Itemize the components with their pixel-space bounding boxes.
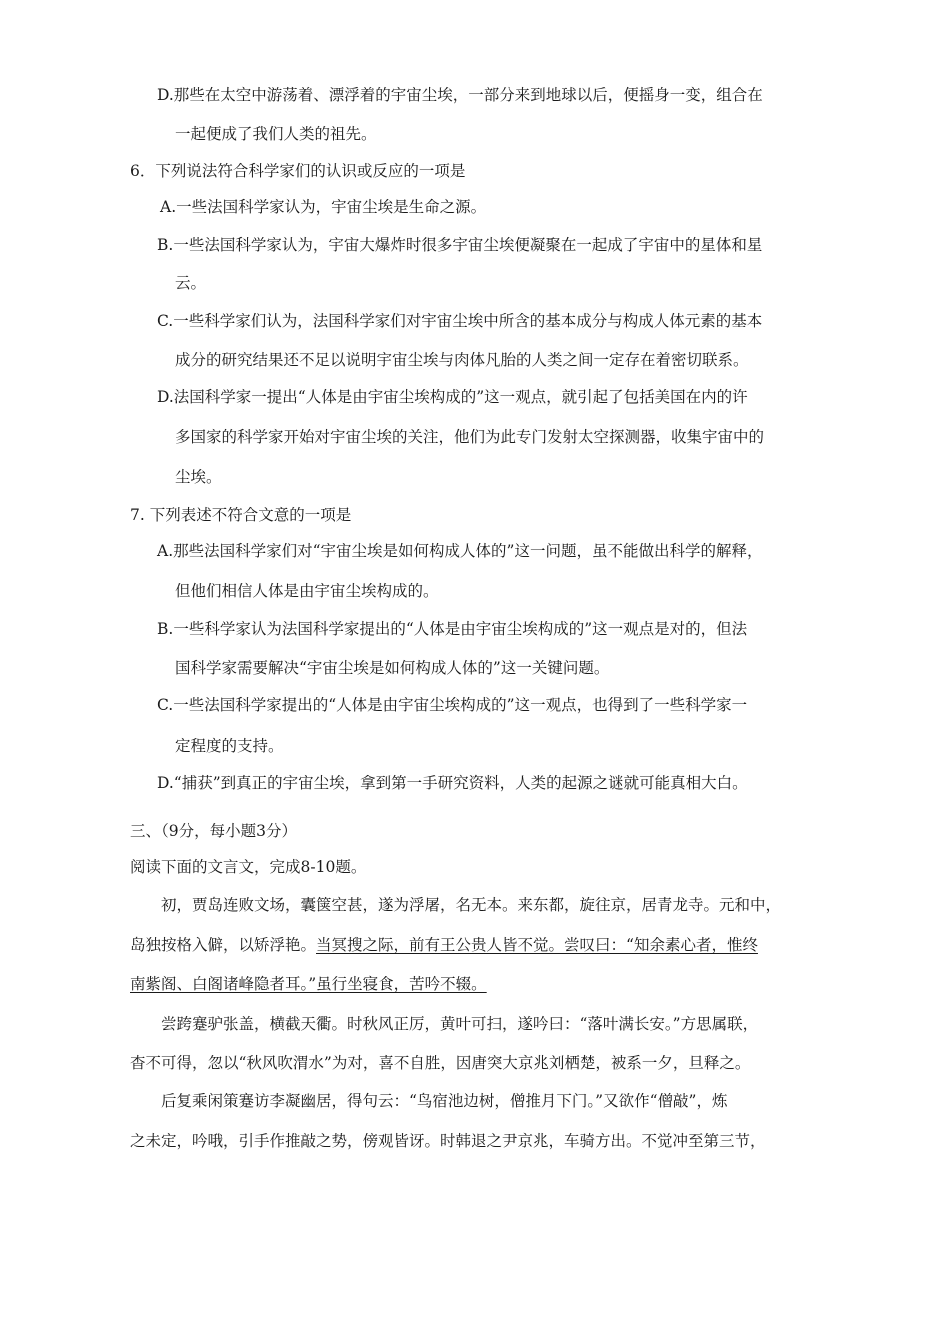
q5-option-d-line1: D.那些在太空中游荡着、漂浮着的宇宙尘埃，一部分来到地球以后，便摇身一变，组合在 [157,86,763,104]
q7-option-b-line1: B.一些科学家认为法国科学家提出的“人体是由宇宙尘埃构成的”这一观点是对的，但法 [157,620,748,638]
q6-option-d-line2: 多国家的科学家开始对宇宙尘埃的关注，他们为此专门发射太空探测器，收集宇宙中的 [175,428,765,446]
passage-p3-line2: 之未定，吟哦，引手作推敲之势，傍观皆讶。时韩退之尹京兆，车骑方出。不觉冲至第三节， [130,1132,766,1150]
passage-p2-line2: 杳不可得，忽以“秋风吹渭水”为对，喜不自胜，因唐突大京兆刘栖楚，被系一夕，旦释之。 [130,1054,751,1072]
passage-p3-line1: 后复乘闲策蹇访李凝幽居，得句云：“鸟宿池边树，僧推月下门。”又欲作“僧敲”，炼 [161,1092,728,1110]
passage-p1-line2 [130,934,758,956]
passage-p1-line2-underlined: 当冥搜之际，前有王公贵人皆不觉。尝叹曰：“知余素心者，惟终 [316,936,758,954]
passage-p2-line1: 尝跨蹇驴张盖，横截天衢。时秋风正厉，黄叶可扫，遂吟曰：“落叶满长安。”方思属联， [161,1015,759,1033]
q6-option-b-line2: 云。 [175,274,207,292]
passage-p1-line1: 初，贾岛连败文场，囊箧空甚，遂为浮屠，名无本。来东都，旋往京，居青龙寺。元和中， [161,896,782,914]
q6-option-d-line1: D.法国科学家一提出“人体是由宇宙尘埃构成的”这一观点，就引起了包括美国在内的许 [157,388,748,406]
section-3-heading: 三、（9分，每小题3分） [130,822,297,840]
passage-p1-line3-underlined: 南紫阁、白阁诸峰隐者耳。”虽行坐寝食，苦吟不辍。 [130,975,487,993]
q6-option-a: A.一些法国科学家认为，宇宙尘埃是生命之源。 [160,198,487,216]
q5-option-d-line2: 一起便成了我们人类的祖先。 [175,125,377,143]
q6-option-b-line1: B.一些法国科学家认为，宇宙大爆炸时很多宇宙尘埃便凝聚在一起成了宇宙中的星体和星 [157,236,763,254]
section-3-instruction: 阅读下面的文言文，完成8-10题。 [130,858,367,876]
q6-option-d-line3: 尘埃。 [175,468,222,486]
q6-option-c-line2: 成分的研究结果还不足以说明宇宙尘埃与肉体凡胎的人类之间一定存在着密切联系。 [175,351,749,369]
q7-stem: 7. 下列表述不符合文意的一项是 [130,506,352,524]
q7-option-b-line2: 国科学家需要解决“宇宙尘埃是如何构成人体的”这一关键问题。 [175,659,610,677]
passage-p1-line2-plain: 岛独按格入僻，以矫浮艳。 [130,936,317,954]
q7-option-c-line1: C.一些法国科学家提出的“人体是由宇宙尘埃构成的”这一观点，也得到了一些科学家一 [157,696,748,714]
q6-stem: 6．下列说法符合科学家们的认识或反应的一项是 [130,162,466,180]
q7-option-a-line1: A.那些法国科学家们对“宇宙尘埃是如何构成人体的”这一问题，虽不能做出科学的解释， [157,542,763,560]
q7-option-c-line2: 定程度的支持。 [175,737,284,755]
q7-option-a-line2: 但他们相信人体是由宇宙尘埃构成的。 [175,582,439,600]
q6-option-c-line1: C.一些科学家们认为，法国科学家们对宇宙尘埃中所含的基本成分与构成人体元素的基本 [157,312,763,330]
q7-option-d: D.“捕获”到真正的宇宙尘埃，拿到第一手研究资料，人类的起源之谜就可能真相大白。 [157,774,748,792]
